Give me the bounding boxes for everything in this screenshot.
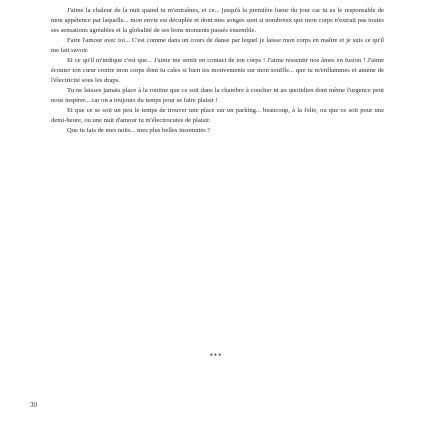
page-number: 30 bbox=[30, 401, 37, 409]
paragraph-5: Et que ce se soit un peu le temps de trouver une place sur un parking... beaucoup, à la folie, ou que ce soit pour une demi-heure, ou une nuit d'amour tu m'électrocutes de plaisir. bbox=[51, 107, 384, 124]
paragraph-2: Faire l'amour avec toi... C'est comme dans un cours de danse par lequel je laisse mon corps en maître et je suis ce qu'il me fait savoir. bbox=[51, 37, 384, 54]
paragraph-6: Que tu fais de mes nuits... mes plus belles insomnies ? bbox=[67, 127, 211, 134]
section-ornament: ••• bbox=[209, 350, 223, 360]
paragraph-4: Tu ne laisses jamais place à la routine que ce soit dans la chambre à coucher ni au quotidien dont même l'urgence peut nous inspirer... car on a toujours du temps pour se faire plaisir ! bbox=[51, 87, 384, 104]
body-text bbox=[51, 6, 384, 136]
paragraph-1: J'aime la chaleur de la nuit quand tu m'entraînes, et ce... jusqu'à la première lueur du jour car tu es le responsable de mon appétence par laquelle... mon envie est décuplée et dont mes songes sont si nombreux que mon corps n'extrait pas toutes ses sensations agréables et la globalité de ses bons moments passés ensemble. bbox=[51, 7, 384, 34]
paragraph-3: Et ce qu'il m'indique c'est que... J'aime me sentir en contact de ton corps ! J'aime ressentir nos âmes en fusion ! J'aime écouter ton cœur contre mon corps dont tu cales si bien tes mouvements sur mon souffle... que tu m'enflammes et amène de l'électricité sous les draps. bbox=[51, 57, 384, 84]
